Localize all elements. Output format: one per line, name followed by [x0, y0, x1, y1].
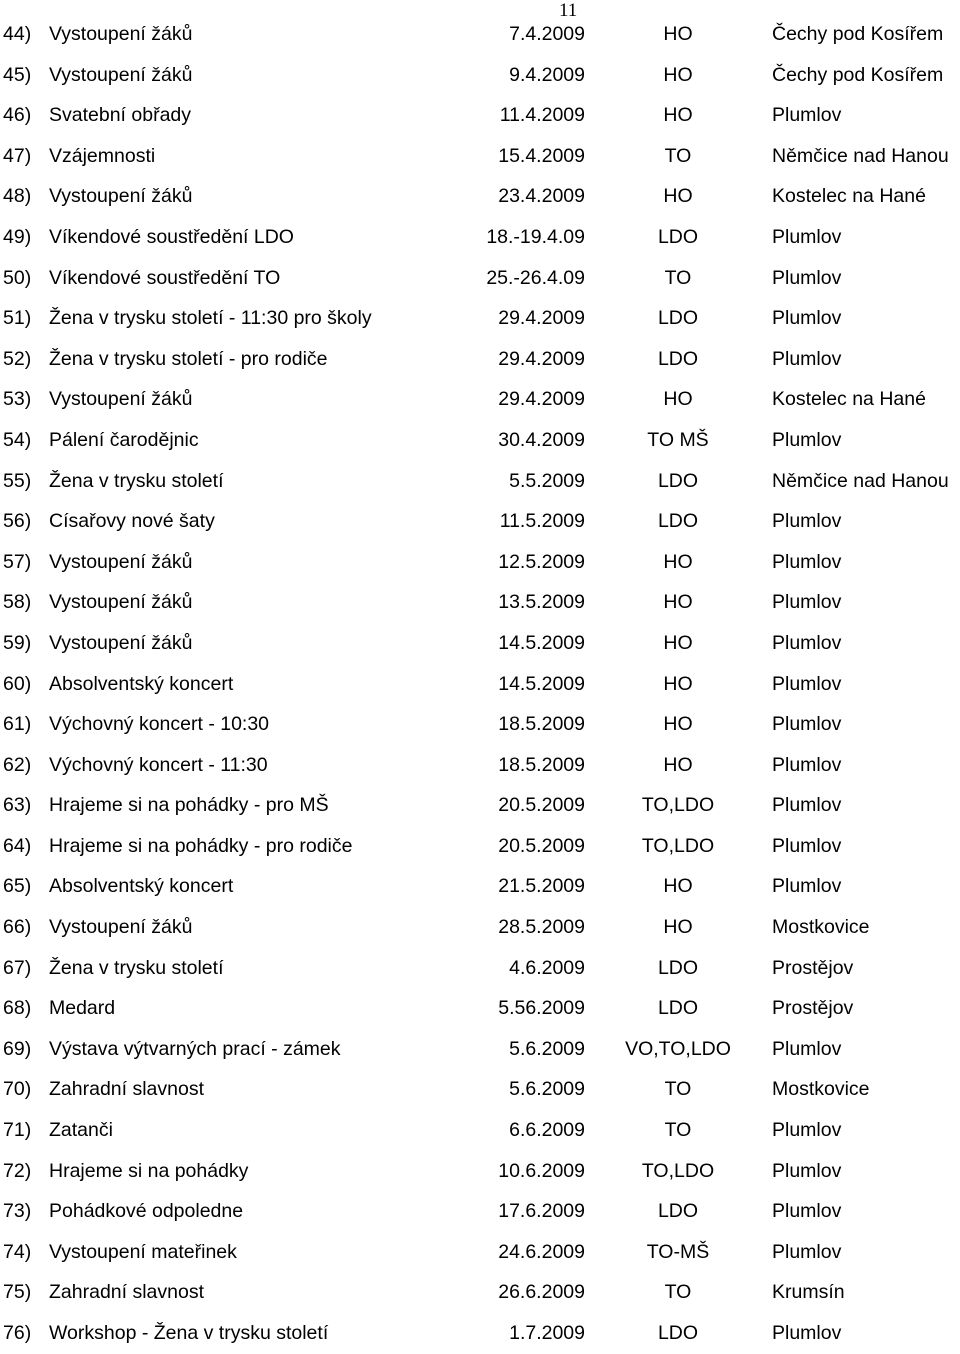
event-department: HO	[663, 63, 693, 86]
event-title: Císařovy nové šaty	[49, 510, 215, 533]
event-title: Vzájemnosti	[49, 144, 156, 167]
list-item	[0, 1151, 960, 1192]
event-date: 17.6.2009	[498, 1200, 585, 1223]
event-date: 18.5.2009	[498, 713, 585, 736]
event-title: Hrajeme si na pohádky - pro MŠ	[49, 794, 329, 817]
list-item	[0, 623, 960, 664]
event-place: Kostelec na Hané	[772, 185, 926, 208]
event-department: HO	[663, 916, 693, 939]
event-date: 18.-19.4.09	[486, 225, 585, 248]
event-place: Plumlov	[772, 1037, 842, 1060]
event-place: Plumlov	[772, 794, 842, 817]
list-item	[0, 1029, 960, 1070]
event-department: TO	[664, 1281, 692, 1304]
event-department: HO	[663, 591, 693, 614]
item-number: 62)	[3, 753, 32, 776]
list-item	[0, 704, 960, 745]
event-title: Žena v trysku století - 11:30 pro školy	[49, 307, 372, 330]
event-title: Pálení čarodějnic	[49, 428, 199, 451]
event-place: Plumlov	[772, 266, 842, 289]
event-place: Němčice nad Hanou	[772, 144, 949, 167]
event-place: Plumlov	[772, 875, 842, 898]
item-number: 73)	[3, 1200, 32, 1223]
event-date: 5.6.2009	[509, 1037, 585, 1060]
event-date: 5.5.2009	[509, 469, 585, 492]
item-number: 45)	[3, 63, 32, 86]
item-number: 53)	[3, 388, 32, 411]
item-number: 63)	[3, 794, 32, 817]
list-item	[0, 1272, 960, 1313]
item-number: 66)	[3, 916, 32, 939]
event-department: HO	[663, 104, 693, 127]
event-place: Plumlov	[772, 510, 842, 533]
event-department: TO,LDO	[641, 834, 715, 857]
event-place: Mostkovice	[772, 1078, 870, 1101]
list-item	[0, 988, 960, 1029]
event-department: LDO	[657, 1200, 699, 1223]
event-title: Vystoupení žáků	[49, 591, 193, 614]
item-number: 58)	[3, 591, 32, 614]
item-number: 52)	[3, 347, 32, 370]
item-number: 64)	[3, 834, 32, 857]
event-date: 20.5.2009	[498, 794, 585, 817]
event-department: TO-MŠ	[646, 1240, 710, 1263]
item-number: 61)	[3, 713, 32, 736]
event-title: Hrajeme si na pohádky - pro rodiče	[49, 834, 353, 857]
event-place: Plumlov	[772, 753, 842, 776]
list-item	[0, 501, 960, 542]
event-date: 30.4.2009	[498, 428, 585, 451]
event-date: 9.4.2009	[509, 63, 585, 86]
list-item	[0, 582, 960, 623]
event-title: Vystoupení žáků	[49, 631, 193, 654]
event-date: 26.6.2009	[498, 1281, 585, 1304]
item-number: 72)	[3, 1159, 32, 1182]
item-number: 75)	[3, 1281, 32, 1304]
list-item	[0, 258, 960, 299]
event-place: Plumlov	[772, 1200, 842, 1223]
list-item	[0, 1110, 960, 1151]
event-department: TO	[664, 144, 692, 167]
event-title: Vystoupení mateřinek	[49, 1240, 237, 1263]
item-number: 48)	[3, 185, 32, 208]
event-place: Plumlov	[772, 347, 842, 370]
event-place: Mostkovice	[772, 916, 870, 939]
event-place: Němčice nad Hanou	[772, 469, 949, 492]
list-item	[0, 379, 960, 420]
item-number: 44)	[3, 23, 32, 45]
list-item	[0, 1313, 960, 1354]
list-item	[0, 339, 960, 380]
item-number: 51)	[3, 307, 32, 330]
event-department: TO,LDO	[641, 794, 715, 817]
event-date: 21.5.2009	[498, 875, 585, 898]
event-department: TO MŠ	[647, 428, 709, 451]
event-place: Plumlov	[772, 225, 842, 248]
item-number: 46)	[3, 104, 32, 127]
event-date: 11.4.2009	[499, 104, 585, 127]
event-title: Workshop - Žena v trysku století	[49, 1322, 329, 1344]
event-date: 10.6.2009	[498, 1159, 585, 1182]
event-place: Plumlov	[772, 713, 842, 736]
event-place: Plumlov	[772, 672, 842, 695]
event-place: Plumlov	[772, 1322, 842, 1344]
item-number: 55)	[3, 469, 32, 492]
event-title: Zatanči	[49, 1119, 113, 1142]
event-department: HO	[663, 185, 693, 208]
event-title: Vystoupení žáků	[49, 916, 193, 939]
event-date: 11.5.2009	[499, 510, 585, 533]
event-department: TO,LDO	[641, 1159, 715, 1182]
list-item	[0, 785, 960, 826]
event-title: Pohádkové odpoledne	[49, 1200, 244, 1223]
event-title: Žena v trysku století - pro rodiče	[49, 347, 328, 370]
event-department: LDO	[657, 1322, 699, 1344]
event-date: 6.6.2009	[509, 1119, 585, 1142]
event-department: HO	[663, 631, 693, 654]
event-date: 14.5.2009	[498, 672, 585, 695]
event-department: LDO	[657, 347, 699, 370]
event-place: Plumlov	[772, 1119, 842, 1142]
event-department: TO	[664, 266, 692, 289]
event-title: Žena v trysku století	[49, 469, 224, 492]
event-department: HO	[663, 672, 693, 695]
event-place: Čechy pod Kosířem	[772, 23, 944, 45]
event-title: Vystoupení žáků	[49, 63, 193, 86]
event-date: 28.5.2009	[498, 916, 585, 939]
event-date: 23.4.2009	[498, 185, 585, 208]
event-date: 13.5.2009	[498, 591, 585, 614]
event-department: HO	[663, 23, 693, 45]
list-item	[0, 14, 960, 55]
event-date: 5.6.2009	[509, 1078, 585, 1101]
event-department: LDO	[657, 997, 699, 1020]
list-item	[0, 176, 960, 217]
item-number: 59)	[3, 631, 32, 654]
item-number: 74)	[3, 1240, 32, 1263]
item-number: 70)	[3, 1078, 32, 1101]
list-item	[0, 136, 960, 177]
list-item	[0, 745, 960, 786]
event-place: Plumlov	[772, 428, 842, 451]
event-department: LDO	[657, 510, 699, 533]
event-date: 20.5.2009	[498, 834, 585, 857]
event-department: LDO	[657, 956, 699, 979]
page-number: 11	[559, 0, 578, 21]
event-date: 14.5.2009	[498, 631, 585, 654]
event-department: LDO	[657, 307, 699, 330]
list-item	[0, 1191, 960, 1232]
event-title: Absolventský koncert	[49, 875, 234, 898]
event-place: Prostějov	[772, 956, 854, 979]
event-date: 1.7.2009	[509, 1322, 585, 1344]
event-title: Víkendové soustředění LDO	[49, 225, 294, 248]
event-date: 4.6.2009	[509, 956, 585, 979]
item-number: 67)	[3, 956, 32, 979]
event-department: HO	[663, 713, 693, 736]
event-date: 29.4.2009	[498, 347, 585, 370]
event-title: Vystoupení žáků	[49, 185, 193, 208]
event-title: Svatební obřady	[49, 104, 192, 127]
event-title: Vystoupení žáků	[49, 388, 193, 411]
event-department: VO,TO,LDO	[625, 1037, 731, 1060]
event-department: HO	[663, 388, 693, 411]
event-title: Zahradní slavnost	[49, 1281, 205, 1304]
event-date: 5.56.2009	[498, 997, 585, 1020]
list-item	[0, 461, 960, 502]
event-place: Plumlov	[772, 550, 842, 573]
event-department: HO	[663, 875, 693, 898]
event-title: Absolventský koncert	[49, 672, 234, 695]
list-item	[0, 298, 960, 339]
item-number: 49)	[3, 225, 32, 248]
event-title: Výstava výtvarných prací - zámek	[49, 1037, 341, 1060]
event-title: Zahradní slavnost	[49, 1078, 205, 1101]
event-date: 7.4.2009	[509, 23, 585, 45]
list-item	[0, 420, 960, 461]
event-department: HO	[663, 753, 693, 776]
item-number: 68)	[3, 997, 32, 1020]
item-number: 71)	[3, 1119, 32, 1142]
item-number: 60)	[3, 672, 32, 695]
event-place: Plumlov	[772, 631, 842, 654]
event-list	[0, 14, 960, 1354]
event-place: Plumlov	[772, 104, 842, 127]
event-date: 29.4.2009	[498, 388, 585, 411]
event-department: HO	[663, 550, 693, 573]
list-item	[0, 664, 960, 705]
event-date: 15.4.2009	[498, 144, 585, 167]
list-item	[0, 95, 960, 136]
event-department: TO	[664, 1078, 692, 1101]
item-number: 76)	[3, 1322, 32, 1344]
list-item	[0, 907, 960, 948]
event-title: Výchovný koncert - 11:30	[49, 753, 268, 776]
event-department: LDO	[657, 469, 699, 492]
event-date: 29.4.2009	[498, 307, 585, 330]
event-date: 12.5.2009	[498, 550, 585, 573]
event-title: Víkendové soustředění TO	[49, 266, 281, 289]
event-department: LDO	[657, 225, 699, 248]
item-number: 50)	[3, 266, 32, 289]
event-title: Medard	[49, 997, 116, 1020]
list-item	[0, 866, 960, 907]
event-place: Plumlov	[772, 1159, 842, 1182]
list-item	[0, 1232, 960, 1273]
event-place: Plumlov	[772, 591, 842, 614]
event-place: Kostelec na Hané	[772, 388, 926, 411]
list-item	[0, 55, 960, 96]
event-place: Krumsín	[772, 1281, 845, 1304]
event-place: Čechy pod Kosířem	[772, 63, 944, 86]
event-place: Prostějov	[772, 997, 854, 1020]
event-title: Vystoupení žáků	[49, 550, 193, 573]
event-date: 18.5.2009	[498, 753, 585, 776]
list-item	[0, 1069, 960, 1110]
item-number: 47)	[3, 144, 32, 167]
event-title: Hrajeme si na pohádky	[49, 1159, 249, 1182]
list-item	[0, 217, 960, 258]
event-title: Výchovný koncert - 10:30	[49, 713, 270, 736]
list-item	[0, 948, 960, 989]
item-number: 65)	[3, 875, 32, 898]
event-place: Plumlov	[772, 307, 842, 330]
event-date: 24.6.2009	[498, 1240, 585, 1263]
item-number: 56)	[3, 510, 32, 533]
event-place: Plumlov	[772, 1240, 842, 1263]
event-department: TO	[664, 1119, 692, 1142]
item-number: 54)	[3, 428, 32, 451]
item-number: 69)	[3, 1037, 32, 1060]
list-item	[0, 542, 960, 583]
event-title: Žena v trysku století	[49, 956, 224, 979]
event-title: Vystoupení žáků	[49, 23, 193, 45]
event-place: Plumlov	[772, 834, 842, 857]
event-date: 25.-26.4.09	[486, 266, 585, 289]
list-item	[0, 826, 960, 867]
item-number: 57)	[3, 550, 32, 573]
